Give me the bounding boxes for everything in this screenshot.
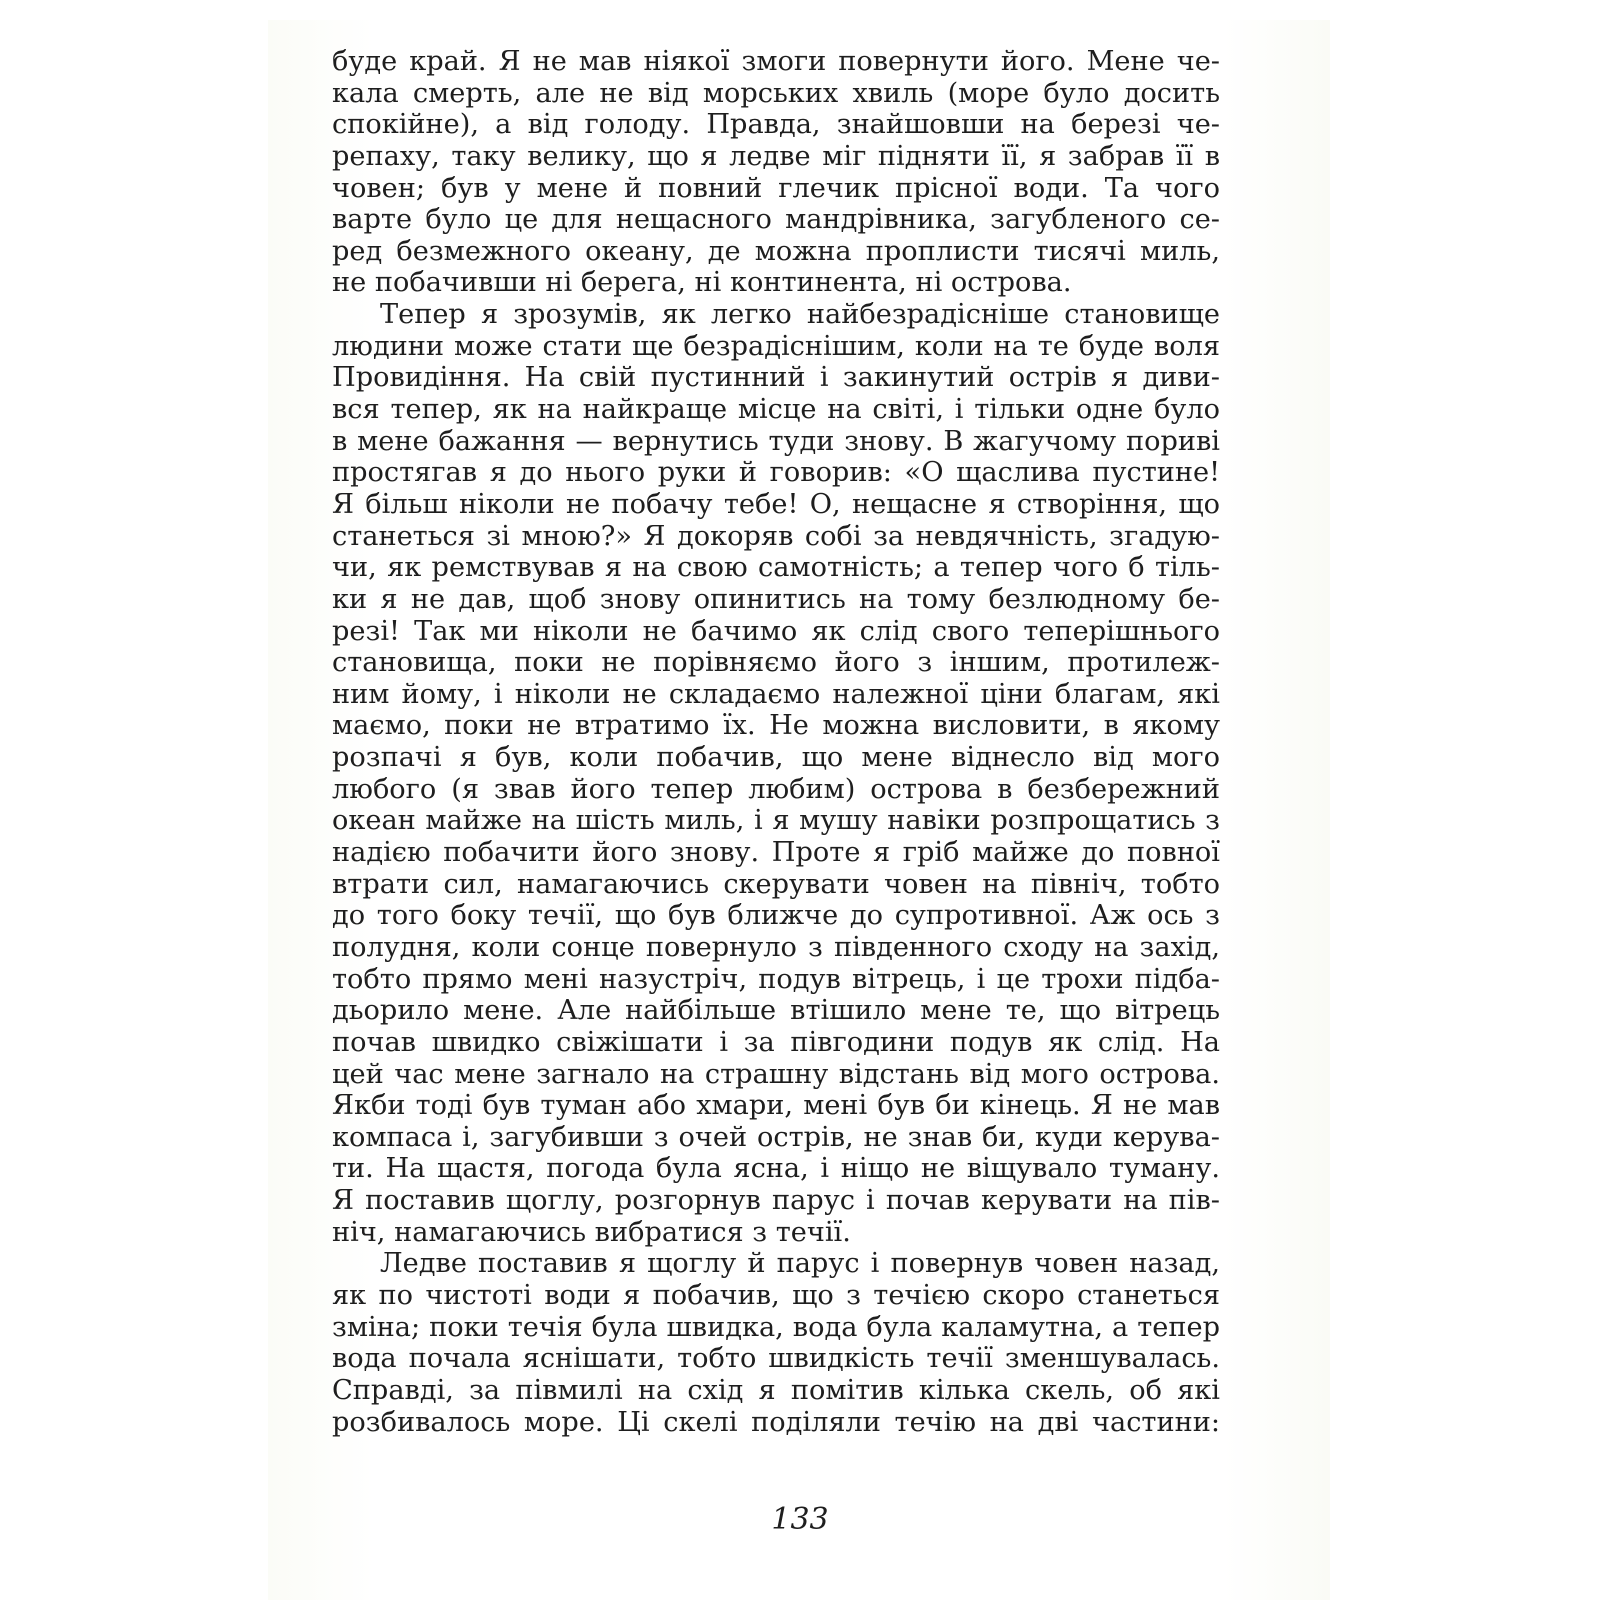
text-line: Я більш ніколи не побачу тебе! О, нещасне я створіння, що [332, 488, 1220, 520]
text-line: вода почала яснішати, тобто швидкість течії зменшувалась. [332, 1343, 1220, 1375]
text-line: ним йому, і ніколи не складаємо належної ціни благам, які [332, 678, 1220, 710]
text-line: любого (я звав його тепер любим) острова в безбережний [332, 773, 1220, 805]
text-line: станеться зі мною?» Я докоряв собі за невдячність, згадую- [332, 520, 1220, 552]
text-line: розбивалось море. Ці скелі поділяли течію на дві частини: [332, 1406, 1220, 1438]
text-line: вся тепер, як на найкраще місце на світі, і тільки одне було [332, 394, 1220, 426]
text-line: варте було це для нещасного мандрівника, загубленого се- [332, 204, 1220, 236]
text-line: втрати сил, намагаючись скерувати човен на північ, тобто [332, 868, 1220, 900]
text-line: в мене бажання — вернутись туди знову. В жагучому пориві [332, 425, 1220, 457]
text-line: Я поставив щоглу, розгорнув парус і почав керувати на пів- [332, 1185, 1220, 1217]
text-line: репаху, таку велику, що я ледве міг підняти її, я забрав її в [332, 140, 1220, 172]
text-line: Справді, за півмилі на схід я помітив кілька скель, об які [332, 1374, 1220, 1406]
text-line: не побачивши ні берега, ні континента, ні острова. [332, 267, 1072, 299]
text-line: човен; був у мене й повний глечик прісної води. Та чого [332, 172, 1220, 204]
text-line: Провидіння. На свій пустинний і закинутий острів я диви- [332, 362, 1220, 394]
text-line: чи, як ремствував я на свою самотність; а тепер чого б тіль- [332, 552, 1220, 584]
text-line: почав швидко свіжішати і за півгодини подув як слід. На [332, 1026, 1220, 1058]
text-line: кала смерть, але не від морських хвиль (море було досить [332, 77, 1220, 109]
text-line: становища, поки не порівняємо його з іншим, протилеж- [332, 647, 1220, 679]
text-line: до того боку течії, що був ближче до супротивної. Аж ось з [332, 900, 1220, 932]
text-line: Тепер я зрозумів, як легко найбезрадісніше становище [380, 299, 1220, 331]
text-line: дьорило мене. Але найбільше втішило мене те, що вітрець [332, 995, 1220, 1027]
text-line: Якби тоді був туман або хмари, мені був би кінець. Я не мав [332, 1090, 1220, 1122]
text-line: надією побачити його знову. Проте я гріб майже до повної [332, 837, 1220, 869]
text-line: цей час мене загнало на страшну відстань від мого острова. [332, 1058, 1220, 1090]
text-line: простягав я до нього руки й говорив: «О щаслива пустине! [332, 457, 1220, 489]
text-line: ред безмежного океану, де можна проплисти тисячі миль, [332, 235, 1220, 267]
text-line: компаса і, загубивши з очей острів, не знав би, куди керува- [332, 1121, 1220, 1153]
body-text [332, 46, 1220, 1438]
text-line: маємо, поки не втратимо їх. Не можна висловити, в якому [332, 710, 1220, 742]
text-line: ніч, намагаючись вибратися з течії. [332, 1216, 851, 1248]
text-line: розпачі я був, коли побачив, що мене віднесло від мого [332, 742, 1220, 774]
text-line: спокійне), а від голоду. Правда, знайшовши на березі че- [332, 109, 1220, 141]
text-line: людини може стати ще безрадіснішим, коли на те буде воля [332, 330, 1220, 362]
text-line: резі! Так ми ніколи не бачимо як слід свого теперішнього [332, 615, 1220, 647]
page-number: 133 [771, 1502, 829, 1537]
text-line: зміна; поки течія була швидка, вода була каламутна, а тепер [332, 1311, 1220, 1343]
text-line: полудня, коли сонце повернуло з південного сходу на захід, [332, 931, 1220, 963]
text-line: ти. На щастя, погода була ясна, і ніщо не віщувало туману. [332, 1153, 1220, 1185]
text-line: буде край. Я не мав ніякої змоги повернути його. Мене че- [332, 46, 1220, 77]
text-line: океан майже на шість миль, і я мушу навіки розпрощатись з [332, 805, 1220, 837]
text-line: ки я не дав, щоб знову опинитись на тому безлюдному бе- [332, 583, 1220, 615]
text-line: Ледве поставив я щоглу й парус і повернув човен назад, [380, 1248, 1220, 1280]
text-line: тобто прямо мені назустріч, подув вітрець, і це трохи підба- [332, 963, 1220, 995]
text-line: як по чистоті води я побачив, що з течією скоро станеться [332, 1279, 1220, 1311]
